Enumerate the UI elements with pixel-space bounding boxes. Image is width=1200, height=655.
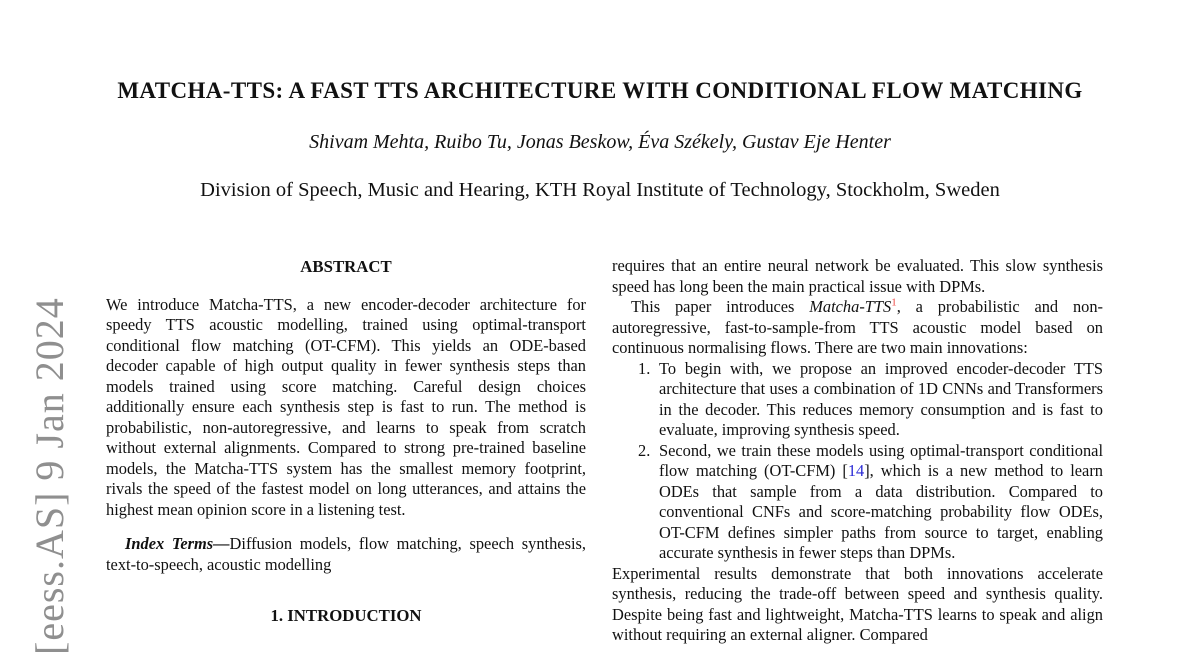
left-column bbox=[106, 257, 586, 627]
model-name-italic: Matcha-TTS bbox=[809, 297, 892, 316]
paragraph-text: , a probabilistic and non-autoregressive, fast-to-sample-from TTS acoustic model based on continuous normalising flows. There are two main innovations: bbox=[612, 297, 1103, 357]
index-terms-label: Index Terms— bbox=[125, 534, 230, 553]
arxiv-banner: [eess.AS] 9 Jan 2024 bbox=[27, 297, 72, 655]
affiliation-line: Division of Speech, Music and Hearing, KTH Royal Institute of Technology, Stockholm, Sweden bbox=[200, 179, 1000, 201]
abstract-body: We introduce Matcha-TTS, a new encoder-decoder architecture for speedy TTS acoustic modelling, trained using optimal-transport conditional flow matching (OT-CFM). This yields an ODE-based decoder capable of high output quality in fewer synthesis steps than models trained using score matching. Careful design choices additionally ensure each synthesis step is fast to run. The method is probabilistic, non-autoregressive, and learns to speak from scratch without external alignments. Compared to strong pre-trained baseline models, the Matcha-TTS system has the smallest memory footprint, rivals the speed of the fastest model on long utterances, and attains the highest mean opinion score in a listening test. bbox=[106, 294, 586, 519]
list-number: 2. bbox=[638, 440, 651, 460]
abstract-heading: ABSTRACT bbox=[300, 257, 392, 276]
footnote-marker-link[interactable]: 1 bbox=[891, 296, 897, 309]
list-text-pre: Second, we train these models using optimal-transport conditional flow matching (OT-CFM) [ bbox=[659, 440, 1103, 480]
introduction-heading: 1. INTRODUCTION bbox=[270, 606, 422, 625]
list-item-innovation-2 bbox=[612, 441, 1103, 564]
paragraph-text: This paper introduces bbox=[631, 297, 810, 316]
list-number: 1. bbox=[638, 358, 651, 378]
list-item-innovation-1 bbox=[612, 359, 1103, 441]
index-terms-text: Diffusion models, flow matching, speech synthesis, text-to-speech, acoustic modelling bbox=[106, 534, 586, 574]
list-text bbox=[659, 441, 1103, 563]
paragraph-experimental-results: Experimental results demonstrate that both innovations accelerate synthesis, reducing the trade-off between speed and synthesis quality. Despite being fast and lightweight, Matcha-TTS learns to speak and align without requiring an external aligner. Compared bbox=[612, 563, 1103, 644]
citation-link-14[interactable]: 14 bbox=[847, 461, 865, 480]
authors-line: Shivam Mehta, Ruibo Tu, Jonas Beskow, Éva Székely, Gustav Eje Henter bbox=[309, 131, 891, 153]
list-text: To begin with, we propose an improved encoder-decoder TTS architecture that uses a combination of 1D CNNs and Transformers in the decoder. This reduces memory consumption and is fast to evaluate, improving synthesis speed. bbox=[659, 358, 1103, 439]
index-terms bbox=[106, 534, 586, 575]
paragraph-dpm-speed: requires that an entire neural network be evaluated. This slow synthesis speed has long been the main practical issue with DPMs. bbox=[612, 256, 1103, 296]
page-title: MATCHA-TTS: A FAST TTS ARCHITECTURE WITH CONDITIONAL FLOW MATCHING bbox=[117, 78, 1083, 103]
paragraph-paper-intro bbox=[612, 297, 1103, 359]
right-column bbox=[612, 256, 1103, 646]
list-text-post: ], which is a new method to learn ODEs that sample from a data distribution. Compared to conventional CNFs and score-matching probability flow ODEs, OT-CFM defines simpler paths from source to target, enabling accurate synthesis in fewer steps than DPMs. bbox=[659, 461, 1103, 562]
